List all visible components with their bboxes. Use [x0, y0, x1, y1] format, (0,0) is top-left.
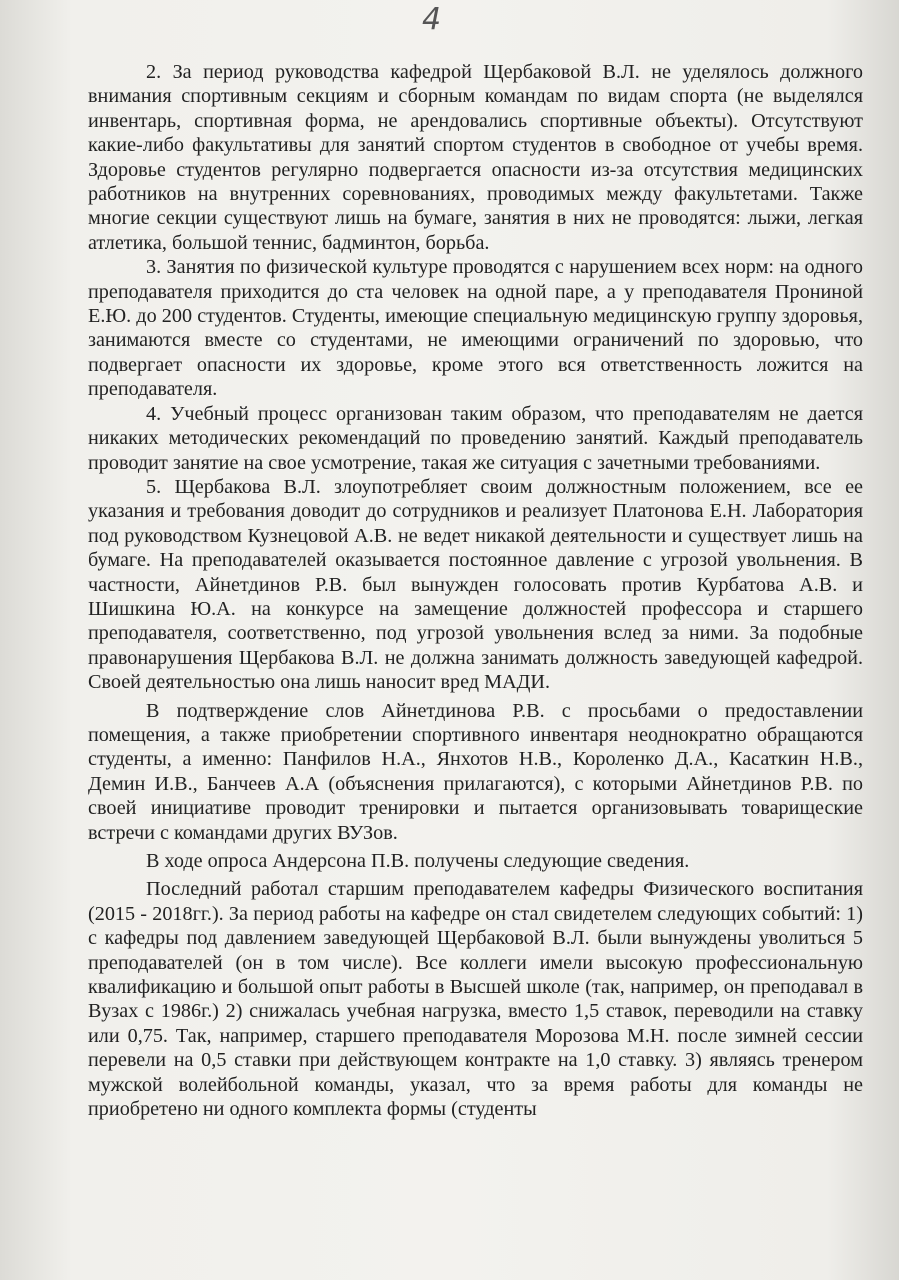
page-number: 4 — [422, 2, 442, 37]
document-body — [88, 60, 863, 1121]
paragraph-survey-details: Последний работал старшим преподавателем кафедры Физического воспитания (2015 - 2018гг.). За период работы на кафедре он стал свидетелем следующих событий: 1) с кафедры под давлением заведующей Щербаковой В.Л. были вынуждены уволиться 5 преподавателей (он в том числе). Все коллеги имели высокую профессиональную квалификацию и большой опыт работы в Высшей школе (так, например, он преподавал в Вузах с 1986г.) 2) снижалась учебная нагрузка, вместо 1,5 ставок, переводили на ставку или 0,75. Так, например, старшего преподавателя Морозова М.Н. после зимней сессии перевели на 0,5 ставки при действующем контракте на 1,0 ставку. 3) являясь тренером мужской волейбольной команды, указал, что за время работы для команды не приобретено ни одного комплекта формы (студенты — [88, 878, 863, 1121]
paragraph-confirmation: В подтверждение слов Айнетдинова Р.В. с просьбами о предоставлении помещения, а также приобретении спортивного инвентаря неоднократно обращаются студенты, а именно: Панфилов Н.А., Янхотов Н.В., Короленко Д.А., Касаткин Н.В., Демин И.В., Банчеев А.А (объяснения прилагаются), с которыми Айнетдинов Р.В. по своей инициативе проводит тренировки и пытается организовывать товарищеские встречи с командами других ВУЗов. — [88, 699, 863, 844]
paragraph-5: 5. Щербакова В.Л. злоупотребляет своим должностным положением, все ее указания и требования доводит до сотрудников и реализует Платонова Е.Н. Лаборатория под руководством Кузнецовой А.В. не ведет никакой деятельности и существует лишь на бумаге. На преподавателей оказывается постоянное давление с угрозой увольнения. В частности, Айнетдинов Р.В. был вынужден голосовать против Курбатова А.В. и Шишкина Ю.А. на конкурсе на замещение должностей профессора и старшего преподавателя, соответственно, под угрозой увольнения вслед за ними. За подобные правонарушения Щербакова В.Л. не должна занимать должность заведующей кафедрой. Своей деятельностью она лишь наносит вред МАДИ. — [88, 475, 863, 694]
paragraph-3: 3. Занятия по физической культуре проводятся с нарушением всех норм: на одного преподавателя приходится до ста человек на одной паре, а у преподавателя Прониной Е.Ю. до 200 студентов. Студенты, имеющие специальную медицинскую группу здоровья, занимаются вместе со студентами, не имеющими ограничений по здоровью, что подвергает опасности их здоровье, кроме этого вся ответственность ложится на преподавателя. — [88, 256, 863, 401]
paragraph-4: 4. Учебный процесс организован таким образом, что преподавателям не дается никаких методических рекомендаций по проведению занятий. Каждый преподаватель проводит занятие на свое усмотрение, такая же ситуация с зачетными требованиями. — [88, 402, 863, 474]
paragraph-survey-intro: В ходе опроса Андерсона П.В. получены следующие сведения. — [146, 850, 690, 872]
paragraph-2: 2. За период руководства кафедрой Щербаковой В.Л. не уделялось должного внимания спортивным секциям и сборным командам по видам спорта (не выделялся инвентарь, спортивная форма, не арендовались спортивные объекты). Отсутствуют какие-либо факультативы для занятий спортом студентов в свободное от учебы время. Здоровье студентов регулярно подвергается опасности из-за отсутствия медицинских работников на внутренних соревнованиях, проводимых между факультетами. Также многие секции существуют лишь на бумаге, занятия в них не проводятся: лыжи, легкая атлетика, большой теннис, бадминтон, борьба. — [88, 61, 863, 254]
